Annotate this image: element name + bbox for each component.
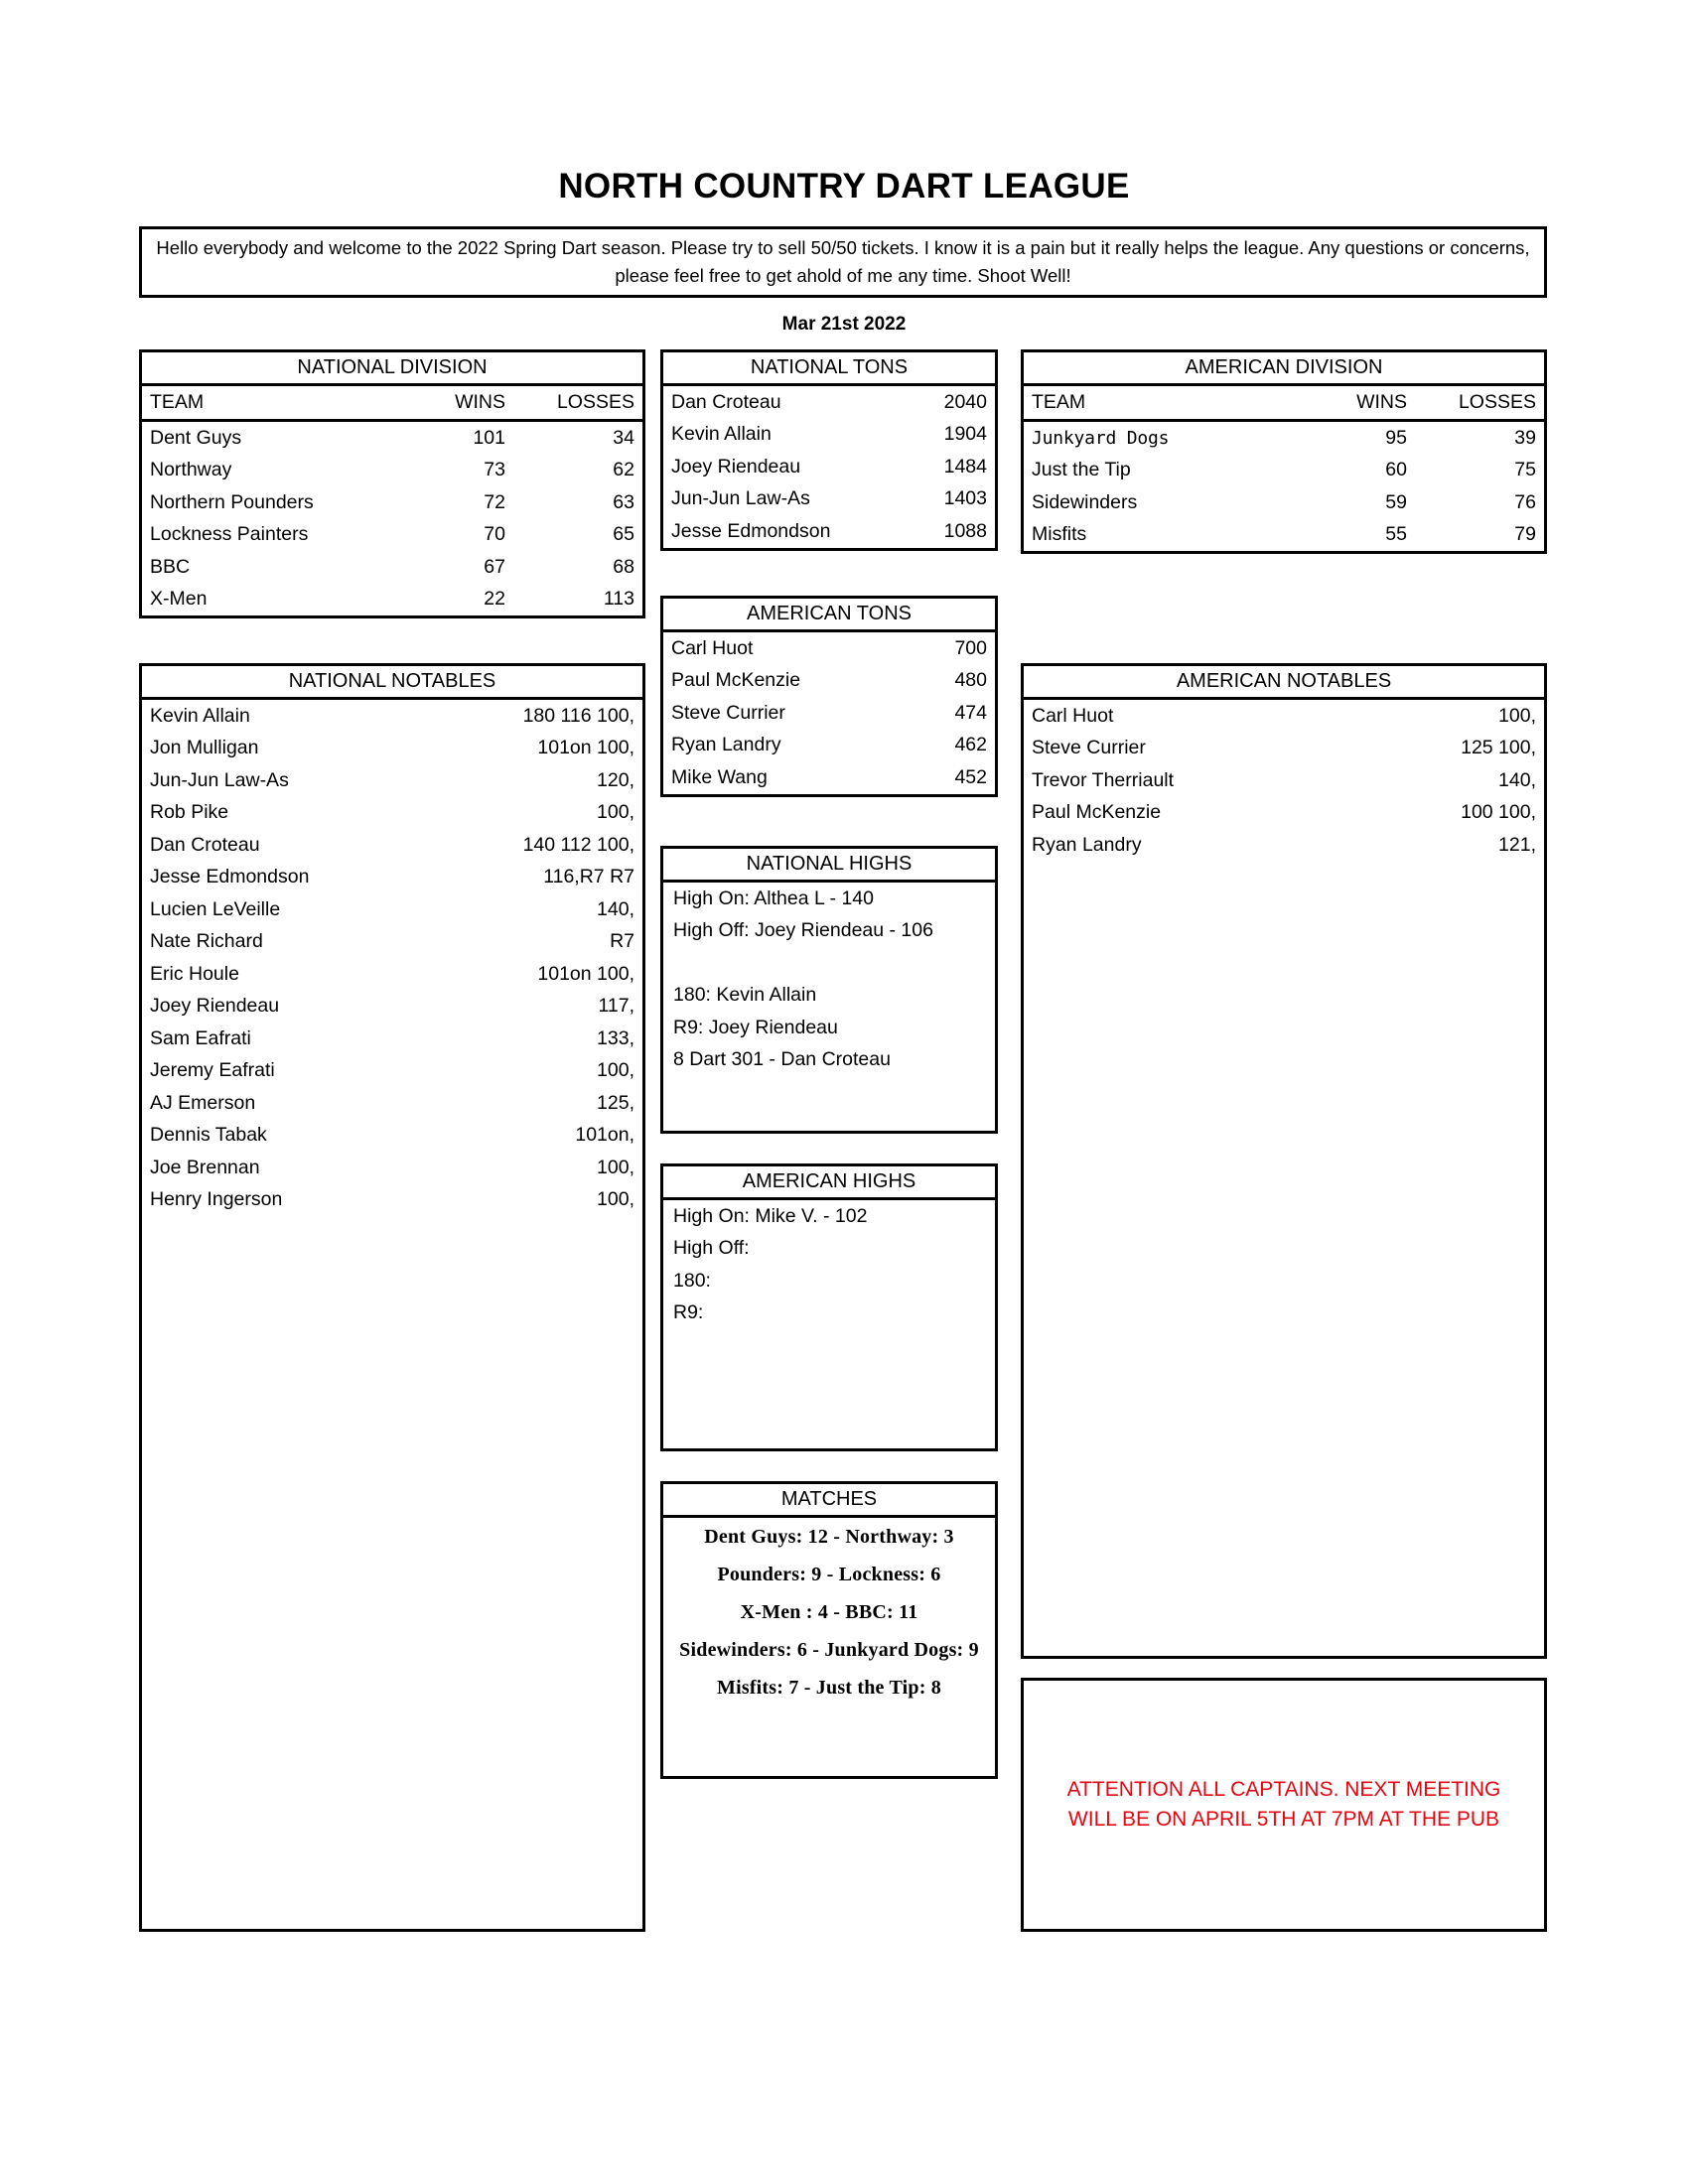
player-scores: 100, — [597, 801, 634, 823]
national-division-title: NATIONAL DIVISION — [142, 352, 642, 386]
player-name: AJ Emerson — [150, 1091, 256, 1114]
player-name: Joe Brennan — [150, 1156, 260, 1178]
high-on-line: High On: Althea L - 140 — [673, 887, 874, 909]
player-scores: 100, — [597, 1059, 634, 1081]
player-tons: 480 — [954, 669, 987, 691]
attention-notice-panel — [1021, 1678, 1547, 1932]
player-name: Jon Mulligan — [150, 737, 259, 758]
american-notables-list — [1024, 700, 1544, 862]
player-name: Steve Currier — [1032, 737, 1146, 758]
american-tons-list — [663, 632, 995, 794]
player-scores: 125 100, — [1461, 737, 1536, 758]
team-name: Northern Pounders — [150, 490, 314, 513]
column-header-team: TEAM — [1032, 390, 1086, 413]
team-losses: 39 — [1514, 426, 1536, 449]
national-notables-panel — [139, 663, 645, 1932]
american-notables-title: AMERICAN NOTABLES — [1024, 666, 1544, 700]
match-result: Misfits: 7 - Just the Tip: 8 — [717, 1677, 941, 1699]
list-item — [142, 1055, 642, 1088]
player-name: Jesse Edmondson — [150, 866, 310, 887]
national-division-panel — [139, 349, 645, 618]
player-name: Paul McKenzie — [1032, 801, 1162, 823]
column-header-losses: LOSSES — [556, 390, 634, 413]
team-name: Misfits — [1032, 523, 1087, 545]
player-scores: 101on 100, — [537, 737, 634, 758]
list-item — [663, 386, 995, 419]
list-item — [142, 1184, 642, 1217]
team-name: BBC — [150, 555, 191, 578]
american-highs-title: AMERICAN HIGHS — [663, 1166, 995, 1200]
match-result: Pounders: 9 - Lockness: 6 — [717, 1564, 941, 1585]
player-scores: 100, — [597, 1188, 634, 1210]
player-tons: 452 — [954, 765, 987, 788]
player-scores: 140 112 100, — [522, 833, 634, 856]
player-name: Dan Croteau — [671, 390, 781, 413]
team-name: Dent Guys — [150, 426, 242, 449]
team-wins: 67 — [484, 555, 505, 578]
table-row — [142, 486, 642, 519]
high-on-line: High On: Mike V. - 102 — [673, 1204, 868, 1227]
national-highs-title: NATIONAL HIGHS — [663, 849, 995, 883]
list-item — [142, 829, 642, 862]
column-header-wins: WINS — [455, 390, 505, 413]
player-scores: 100, — [1498, 704, 1536, 727]
list-item — [663, 665, 995, 698]
player-scores: 125, — [597, 1091, 634, 1114]
page-title: NORTH COUNTRY DART LEAGUE — [558, 167, 1130, 205]
high-off-line: High Off: — [673, 1237, 750, 1259]
national-tons-panel — [660, 349, 998, 551]
player-name: Jesse Edmondson — [671, 519, 831, 542]
player-name: Eric Houle — [150, 962, 239, 985]
team-losses: 79 — [1514, 523, 1536, 545]
list-item — [142, 958, 642, 991]
national-highs-list — [663, 883, 995, 1076]
player-scores: 121, — [1498, 833, 1536, 856]
list-item — [663, 483, 995, 516]
player-name: Jun-Jun Law-As — [150, 768, 289, 791]
list-item — [1024, 764, 1544, 797]
player-name: Dennis Tabak — [150, 1124, 267, 1146]
list-item — [1024, 829, 1544, 862]
team-losses: 113 — [603, 588, 634, 610]
player-tons: 462 — [954, 734, 987, 755]
team-wins: 73 — [484, 459, 505, 480]
matches-list — [663, 1518, 995, 1706]
match-result: Dent Guys: 12 - Northway: 3 — [704, 1526, 954, 1548]
player-tons: 2040 — [943, 390, 987, 413]
player-name: Ryan Landry — [671, 734, 781, 755]
table-row — [142, 519, 642, 552]
team-wins: 60 — [1385, 459, 1407, 480]
team-losses: 68 — [613, 555, 634, 578]
table-row — [1024, 519, 1544, 552]
player-scores: 120, — [597, 768, 634, 791]
american-tons-panel — [660, 596, 998, 797]
american-notables-panel — [1021, 663, 1547, 1659]
list-item — [142, 764, 642, 797]
team-losses: 62 — [613, 459, 634, 480]
list-item — [1024, 733, 1544, 765]
player-name: Kevin Allain — [671, 423, 772, 445]
welcome-message: Hello everybody and welcome to the 2022 Spring Dart season. Please try to sell 50/50 tickets. I know it is a pain but it really helps the league. Any questions or concerns, please feel free to get ahold of me any time. Shoot Well! — [156, 237, 1530, 286]
list-item — [142, 1120, 642, 1153]
american-division-table — [1024, 386, 1544, 551]
national-notables-title: NATIONAL NOTABLES — [142, 666, 642, 700]
team-wins: 59 — [1385, 490, 1407, 513]
player-name: Ryan Landry — [1032, 833, 1142, 856]
list-item — [142, 797, 642, 830]
attention-notice-text: ATTENTION ALL CAPTAINS. NEXT MEETING WILL BE ON APRIL 5TH AT 7PM AT THE PUB — [1066, 1778, 1501, 1831]
american-division-panel — [1021, 349, 1547, 554]
list-item — [142, 1023, 642, 1055]
list-item — [663, 761, 995, 794]
american-tons-title: AMERICAN TONS — [663, 599, 995, 632]
player-tons: 1403 — [943, 487, 987, 509]
column-header-team: TEAM — [150, 390, 205, 413]
list-item — [142, 926, 642, 959]
team-losses: 65 — [613, 523, 634, 545]
list-item — [663, 515, 995, 548]
team-name: Junkyard Dogs — [1032, 427, 1170, 449]
player-name: Jeremy Eafrati — [150, 1059, 275, 1081]
player-name: Kevin Allain — [150, 704, 250, 727]
player-name: Sam Eafrati — [150, 1026, 251, 1049]
team-wins: 70 — [484, 523, 505, 545]
player-name: Jun-Jun Law-As — [671, 487, 810, 509]
team-losses: 63 — [613, 490, 634, 513]
national-notables-list — [142, 700, 642, 1216]
spacer-line — [663, 947, 995, 980]
list-item — [142, 1087, 642, 1120]
american-highs-panel — [660, 1163, 998, 1451]
player-name: Steve Currier — [671, 701, 785, 724]
team-wins: 72 — [484, 490, 505, 513]
one-eighty-line: 180: Kevin Allain — [673, 984, 817, 1006]
match-result: Sidewinders: 6 - Junkyard Dogs: 9 — [679, 1639, 979, 1661]
team-name: Lockness Painters — [150, 523, 309, 545]
team-name: Sidewinders — [1032, 490, 1138, 513]
r9-line: R9: — [673, 1301, 704, 1323]
table-row — [142, 455, 642, 487]
one-eighty-line: 180: — [673, 1269, 711, 1292]
table-header-row — [142, 386, 642, 422]
team-wins: 95 — [1385, 426, 1407, 449]
list-item — [142, 733, 642, 765]
player-name: Joey Riendeau — [671, 455, 801, 478]
list-item — [142, 991, 642, 1024]
player-name: Trevor Therriault — [1032, 768, 1175, 791]
list-item — [663, 451, 995, 483]
table-header-row — [1024, 386, 1544, 422]
player-tons: 700 — [954, 636, 987, 659]
player-name: Henry Ingerson — [150, 1188, 283, 1210]
national-tons-title: NATIONAL TONS — [663, 352, 995, 386]
player-tons: 1088 — [943, 519, 987, 542]
report-date: Mar 21st 2022 — [781, 314, 907, 335]
team-losses: 75 — [1514, 459, 1536, 480]
list-item — [663, 632, 995, 665]
player-name: Carl Huot — [671, 636, 754, 659]
column-header-losses: LOSSES — [1458, 390, 1536, 413]
player-name: Nate Richard — [150, 930, 263, 952]
table-row — [142, 551, 642, 584]
player-scores: R7 — [610, 930, 634, 952]
column-header-wins: WINS — [1356, 390, 1407, 413]
player-scores: 116,R7 R7 — [543, 866, 634, 887]
player-name: Dan Croteau — [150, 833, 260, 856]
national-highs-panel — [660, 846, 998, 1134]
team-wins: 101 — [473, 426, 505, 449]
table-row — [1024, 455, 1544, 487]
list-item — [663, 730, 995, 762]
american-division-title: AMERICAN DIVISION — [1024, 352, 1544, 386]
team-wins: 22 — [484, 588, 505, 610]
list-item — [663, 697, 995, 730]
player-scores: 100, — [597, 1156, 634, 1178]
player-scores: 117, — [598, 995, 634, 1017]
player-name: Joey Riendeau — [150, 995, 280, 1017]
player-name: Lucien LeVeille — [150, 897, 281, 920]
table-row — [1024, 486, 1544, 519]
team-losses: 76 — [1514, 490, 1536, 513]
r9-line: R9: Joey Riendeau — [673, 1016, 838, 1038]
team-wins: 55 — [1385, 523, 1407, 545]
player-scores: 100 100, — [1461, 801, 1536, 823]
team-name: Northway — [150, 459, 232, 480]
player-scores: 101on, — [575, 1124, 634, 1146]
eight-dart-line: 8 Dart 301 - Dan Croteau — [673, 1048, 891, 1070]
list-item — [1024, 700, 1544, 733]
matches-panel — [660, 1481, 998, 1779]
player-scores: 140, — [597, 897, 634, 920]
player-scores: 140, — [1498, 768, 1536, 791]
high-off-line: High Off: Joey Riendeau - 106 — [673, 919, 933, 941]
table-row — [142, 422, 642, 455]
team-name: Just the Tip — [1032, 459, 1131, 480]
table-row — [1024, 422, 1544, 455]
player-name: Mike Wang — [671, 765, 768, 788]
player-scores: 133, — [597, 1026, 634, 1049]
list-item — [142, 1152, 642, 1184]
list-item — [142, 862, 642, 894]
player-scores: 180 116 100, — [522, 704, 634, 727]
player-name: Rob Pike — [150, 801, 229, 823]
team-losses: 34 — [613, 426, 634, 449]
match-result: X-Men : 4 - BBC: 11 — [740, 1601, 918, 1623]
national-division-table — [142, 386, 642, 615]
national-tons-list — [663, 386, 995, 548]
list-item — [142, 700, 642, 733]
player-tons: 1904 — [943, 423, 987, 445]
player-tons: 1484 — [943, 455, 987, 478]
player-name: Carl Huot — [1032, 704, 1114, 727]
list-item — [142, 893, 642, 926]
team-name: X-Men — [150, 588, 208, 610]
player-tons: 474 — [954, 701, 987, 724]
matches-title: MATCHES — [663, 1484, 995, 1518]
american-highs-list — [663, 1200, 995, 1329]
list-item — [1024, 797, 1544, 830]
table-row — [142, 584, 642, 616]
player-scores: 101on 100, — [537, 962, 634, 985]
welcome-banner — [139, 226, 1547, 298]
player-name: Paul McKenzie — [671, 669, 801, 691]
list-item — [663, 419, 995, 452]
